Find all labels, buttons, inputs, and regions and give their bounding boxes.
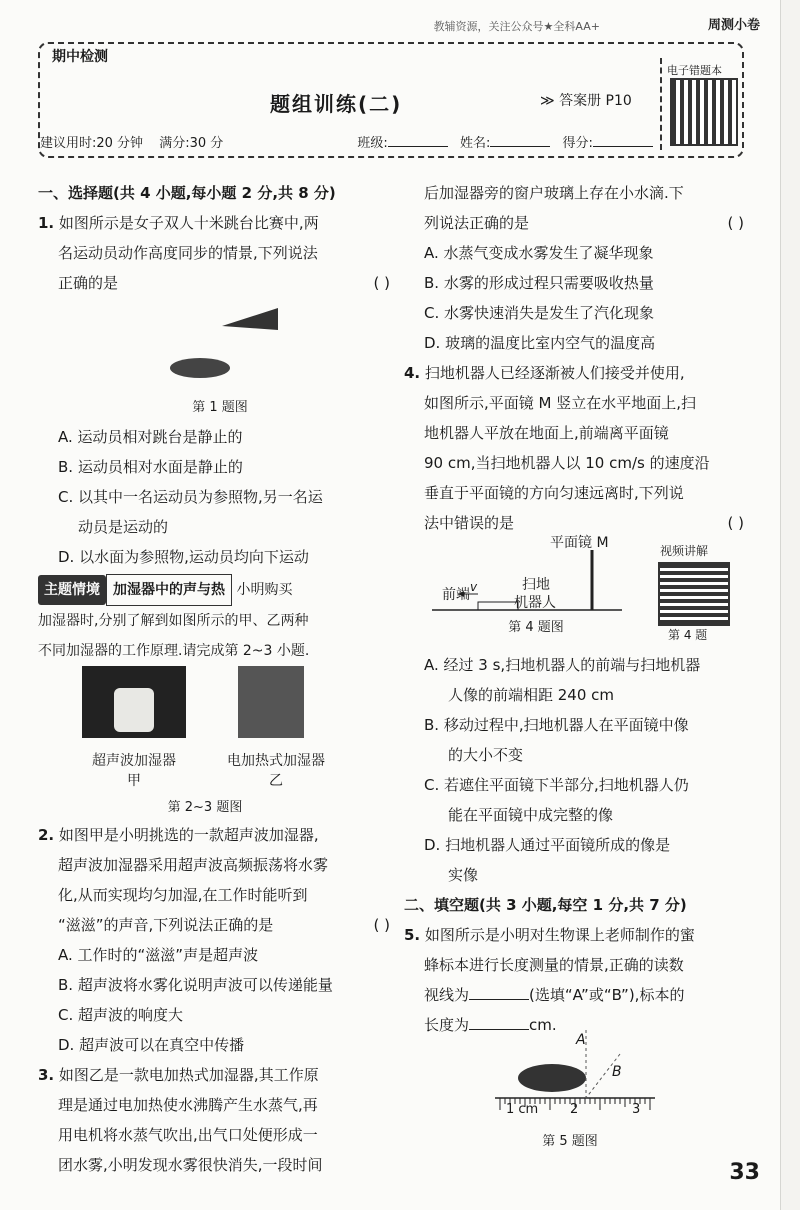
q4-number: 4. bbox=[404, 364, 421, 382]
video-caption: 第 4 题 bbox=[668, 628, 708, 642]
q1-text3: 正确的是 bbox=[58, 274, 119, 292]
q4-option-b[interactable]: B. 移动过程中,扫地机器人在平面镜中像 bbox=[424, 716, 689, 734]
section-choice-heading: 一、选择题(共 4 小题,每小题 2 分,共 8 分) bbox=[38, 184, 336, 202]
q3-line3: 用电机将水蒸气吹出,出气口处便形成一 bbox=[58, 1126, 318, 1144]
meta-row bbox=[40, 132, 660, 151]
q23-figure-caption: 第 2~3 题图 bbox=[167, 800, 243, 815]
q5-number: 5. bbox=[404, 926, 421, 944]
humidifier-body bbox=[114, 688, 154, 732]
label-a: A bbox=[576, 1032, 586, 1048]
photo1-sub: 甲 bbox=[127, 773, 141, 789]
score-label: 得分: bbox=[562, 136, 593, 151]
q5-line3 bbox=[404, 980, 744, 1010]
q3-line2: 理是通过电加热使水沸腾产生水蒸气,再 bbox=[58, 1096, 318, 1114]
q2-block bbox=[38, 820, 390, 1180]
q4-option-d[interactable]: D. 扫地机器人通过平面镜所成的像是 bbox=[424, 836, 671, 854]
q2-line4 bbox=[38, 910, 390, 940]
qr-label: 电子错题本 bbox=[667, 64, 722, 77]
name-label: 姓名: bbox=[459, 136, 491, 151]
q3-number: 3. bbox=[38, 1066, 55, 1084]
q3-line6 bbox=[404, 208, 744, 238]
q1-line1 bbox=[38, 208, 390, 238]
q1-text1: 如图所示是女子双人十米跳台比赛中,两 bbox=[58, 214, 319, 232]
q2-text4: “滋滋”的声音,下列说法正确的是 bbox=[58, 916, 274, 934]
tick-2: 2 bbox=[570, 1102, 579, 1117]
qr-code-icon[interactable] bbox=[670, 78, 738, 146]
q1-figure-caption: 第 1 题图 bbox=[192, 400, 248, 415]
q1-line2: 名运动员动作高度同步的情景,下列说法 bbox=[58, 244, 318, 262]
electric-humidifier-photo bbox=[238, 666, 304, 738]
q5-blank1[interactable] bbox=[469, 985, 529, 1000]
q3-text6: 列说法正确的是 bbox=[424, 214, 530, 232]
video-label: 视频讲解 bbox=[660, 544, 709, 558]
full-score: 满分:30 分 bbox=[159, 136, 224, 151]
q2-line3: 化,从而实现均匀加湿,在工作时能听到 bbox=[58, 886, 308, 904]
q1-option-b[interactable]: B. 运动员相对水面是静止的 bbox=[58, 458, 243, 476]
q4-option-a-cont: 人像的前端相距 240 cm bbox=[448, 686, 615, 704]
q5-line1 bbox=[404, 920, 744, 950]
q2-option-b[interactable]: B. 超声波将水雾化说明声波可以传递能量 bbox=[58, 976, 333, 994]
ultrasonic-humidifier-photo bbox=[82, 666, 186, 738]
q2-text1: 如图甲是小明挑选的一款超声波加湿器, bbox=[58, 826, 319, 844]
robot-rect bbox=[478, 602, 518, 610]
page-title: 题组训练(二) bbox=[270, 92, 403, 116]
q4-option-c[interactable]: C. 若遮住平面镜下半部分,扫地机器人仍 bbox=[424, 776, 689, 794]
q4-line5: 垂直于平面镜的方向匀速远离时,下列说 bbox=[424, 484, 684, 502]
q2-line1 bbox=[38, 820, 390, 850]
photo2-caption: 电加热式加湿器 bbox=[227, 753, 325, 769]
score-field[interactable] bbox=[593, 132, 653, 147]
q2-option-d[interactable]: D. 超声波可以在真空中传播 bbox=[58, 1036, 245, 1054]
q4-answer-bracket[interactable]: ( ) bbox=[727, 514, 744, 532]
left-column bbox=[38, 178, 390, 298]
q4-text1: 扫地机器人已经逐渐被人们接受并使用, bbox=[424, 364, 685, 382]
top-ad-text: 教辅资源，关注公众号★全科AA+ bbox=[433, 20, 600, 33]
q1-option-d[interactable]: D. 以水面为参照物,运动员均向下运动 bbox=[58, 548, 309, 566]
q3-line5: 后加湿器旁的窗户玻璃上存在小水滴.下 bbox=[424, 184, 684, 202]
section-fill-heading: 二、填空题(共 3 小题,每空 1 分,共 7 分) bbox=[404, 896, 687, 914]
theme-name: 加湿器中的声与热 bbox=[106, 574, 232, 606]
q4-option-c-cont: 能在平面镜中成完整的像 bbox=[448, 806, 614, 824]
theme-text2: 加湿器时,分别了解到如图所示的甲、乙两种 bbox=[38, 613, 309, 629]
label-b: B bbox=[612, 1064, 622, 1080]
q4-option-d-cont: 实像 bbox=[448, 866, 479, 884]
q3-line4: 团水雾,小明发现水雾很快消失,一段时间 bbox=[58, 1156, 323, 1174]
q4-line2: 如图所示,平面镜 M 竖立在水平地面上,扫 bbox=[424, 394, 697, 412]
q3-option-d[interactable]: D. 玻璃的温度比室内空气的温度高 bbox=[424, 334, 656, 352]
theme-text1: 小明购买 bbox=[236, 582, 293, 598]
video-qr-code-icon[interactable] bbox=[658, 562, 730, 626]
answer-reference: ≫ 答案册 P10 bbox=[540, 93, 632, 109]
q2-option-c[interactable]: C. 超声波的响度大 bbox=[58, 1006, 184, 1024]
mirror-label: 平面镜 M bbox=[550, 535, 609, 551]
q4-figure-caption: 第 4 题图 bbox=[508, 620, 564, 635]
q1-option-c-cont: 动员是运动的 bbox=[78, 518, 169, 536]
theme-badge: 主题情境 bbox=[38, 575, 106, 605]
q4-options bbox=[404, 650, 744, 1040]
divers-shape bbox=[170, 358, 230, 378]
class-label: 班级: bbox=[357, 136, 388, 151]
front-label: 前端 bbox=[442, 587, 470, 603]
tick-1cm: 1 cm bbox=[506, 1102, 539, 1117]
q4-line4: 90 cm,当扫地机器人以 10 cm/s 的速度沿 bbox=[424, 454, 710, 472]
name-field[interactable] bbox=[490, 132, 550, 147]
q1-options bbox=[58, 422, 390, 572]
q3-option-a[interactable]: A. 水蒸气变成水雾发生了凝华现象 bbox=[424, 244, 654, 262]
q5-text3b: (选填“A”或“B”),标本的 bbox=[529, 986, 685, 1004]
page-number: 33 bbox=[729, 1160, 760, 1185]
v-label: v bbox=[470, 580, 478, 594]
q4-line1 bbox=[404, 358, 744, 388]
q2-answer-bracket[interactable]: ( ) bbox=[373, 916, 390, 934]
robot-label2: 机器人 bbox=[514, 595, 556, 611]
q1-option-a[interactable]: A. 运动员相对跳台是静止的 bbox=[58, 428, 243, 446]
q5-text3a: 视线为 bbox=[424, 986, 470, 1004]
q1-figure bbox=[160, 300, 280, 390]
section-tag: 期中检测 bbox=[52, 49, 108, 65]
q2-number: 2. bbox=[38, 826, 55, 844]
q1-line3 bbox=[38, 268, 390, 298]
q3-option-c[interactable]: C. 水雾快速消失是发生了汽化现象 bbox=[424, 304, 655, 322]
q3-text1: 如图乙是一款电加热式加湿器,其工作原 bbox=[58, 1066, 319, 1084]
class-field[interactable] bbox=[388, 132, 448, 147]
q1-answer-bracket[interactable]: ( ) bbox=[373, 274, 390, 292]
bee-specimen bbox=[518, 1064, 586, 1092]
q5-text4a: 长度为 bbox=[424, 1016, 470, 1034]
right-column bbox=[404, 178, 744, 538]
q5-line2: 蜂标本进行长度测量的情景,正确的读数 bbox=[424, 956, 684, 974]
top-tag: 周测小卷 bbox=[707, 18, 760, 33]
q5-figure-caption: 第 5 题图 bbox=[542, 1134, 598, 1149]
theme-text3: 不同加湿器的工作原理.请完成第 2~3 小题. bbox=[38, 643, 310, 659]
q4-line3: 地机器人平放在地面上,前端离平面镜 bbox=[424, 424, 669, 442]
q3-answer-bracket[interactable]: ( ) bbox=[727, 214, 744, 232]
photo1-caption: 超声波加湿器 bbox=[92, 753, 176, 769]
q3-option-b[interactable]: B. 水雾的形成过程只需要吸收热量 bbox=[424, 274, 654, 292]
q1-number: 1. bbox=[38, 214, 55, 232]
photo2-sub: 乙 bbox=[269, 773, 283, 789]
q1-option-c[interactable]: C. 以其中一名运动员为参照物,另一名运 bbox=[58, 488, 323, 506]
q4-option-a[interactable]: A. 经过 3 s,扫地机器人的前端与扫地机器 bbox=[424, 656, 701, 674]
diving-platform bbox=[222, 308, 278, 330]
q2-option-a[interactable]: A. 工作时的“滋滋”声是超声波 bbox=[58, 946, 259, 964]
theme-block bbox=[38, 574, 388, 666]
q2-line2: 超声波加湿器采用超声波高频振荡将水雾 bbox=[58, 856, 329, 874]
q5-text4b: cm. bbox=[529, 1016, 557, 1034]
q3-line1 bbox=[38, 1060, 390, 1090]
robot-label1: 扫地 bbox=[522, 577, 550, 593]
tick-3: 3 bbox=[632, 1102, 641, 1117]
q4-option-b-cont: 的大小不变 bbox=[448, 746, 524, 764]
q4-text6: 法中错误的是 bbox=[424, 514, 515, 532]
suggested-time: 建议用时:20 分钟 bbox=[40, 136, 144, 151]
q5-text1: 如图所示是小明对生物课上老师制作的蜜 bbox=[424, 926, 695, 944]
